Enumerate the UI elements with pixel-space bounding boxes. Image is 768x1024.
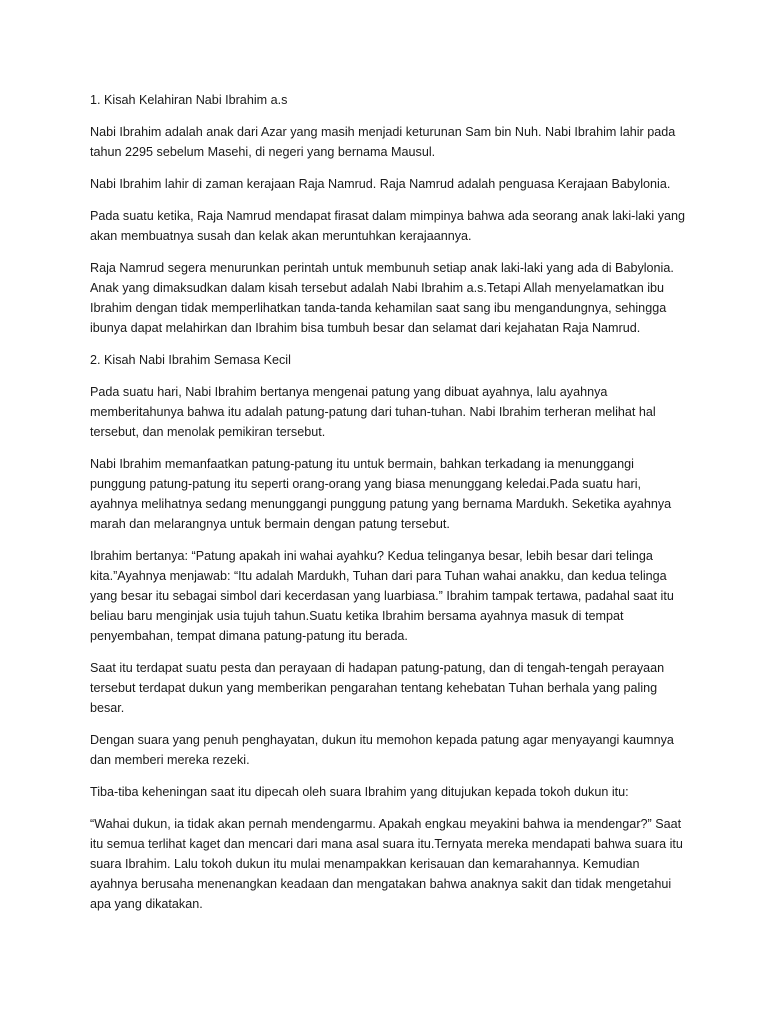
paragraph: Ibrahim bertanya: “Patung apakah ini wahai ayahku? Kedua telinganya besar, lebih besar dari telinga kita.”Ayahnya menjawab: “Itu adalah Mardukh, Tuhan dari para Tuhan wahai anakku, dan kedua telinga yang besar itu sebagai simbol dari kecerdasan yang luarbiasa.” Ibrahim tampak tertawa, padahal saat itu beliau baru menginjak usia tujuh tahun.Suatu ketika Ibrahim bersama ayahnya masuk di tempat penyembahan, tempat dimana patung-patung itu berada. <box>90 549 674 643</box>
paragraph: Tiba-tiba keheningan saat itu dipecah oleh suara Ibrahim yang ditujukan kepada tokoh dukun itu: <box>90 785 629 799</box>
paragraph: Saat itu terdapat suatu pesta dan perayaan di hadapan patung-patung, dan di tengah-tengah perayaan tersebut terdapat dukun yang memberikan pengarahan tentang kehebatan Tuhan berhala yang paling besar. <box>90 661 665 715</box>
paragraph: Nabi Ibrahim lahir di zaman kerajaan Raja Namrud. Raja Namrud adalah penguasa Kerajaan Babylonia. <box>90 177 671 191</box>
paragraph: Pada suatu ketika, Raja Namrud mendapat firasat dalam mimpinya bahwa ada seorang anak laki-laki yang akan membuatnya susah dan kelak akan meruntuhkan kerajaannya. <box>90 209 686 243</box>
paragraph: Nabi Ibrahim adalah anak dari Azar yang masih menjadi keturunan Sam bin Nuh. Nabi Ibrahim lahir pada tahun 2295 sebelum Masehi, di negeri yang bernama Mausul. <box>90 125 676 159</box>
paragraph: Raja Namrud segera menurunkan perintah untuk membunuh setiap anak laki-laki yang ada di Babylonia. Anak yang dimaksudkan dalam kisah tersebut adalah Nabi Ibrahim a.s.Tetapi Allah menyelamatkan ibu Ibrahim dengan tidak memperlihatkan tanda-tanda kehamilan saat sang ibu mengandungnya, sehingga ibunya dapat melahirkan dan Ibrahim bisa tumbuh besar dan selamat dari kejahatan Raja Namrud. <box>90 261 674 335</box>
section-heading-1: 1. Kisah Kelahiran Nabi Ibrahim a.s <box>90 93 288 107</box>
paragraph: “Wahai dukun, ia tidak akan pernah mendengarmu. Apakah engkau meyakini bahwa ia mendengar?” Saat itu semua terlihat kaget dan mencari dari mana asal suara itu.Ternyata mereka mendapati bahwa suara itu suara Ibrahim. Lalu tokoh dukun itu mulai menampakkan kerisauan dan kemarahannya. Kemudian ayahnya berusaha menenangkan keadaan dan mengatakan bahwa anaknya sakit dan tidak mengetahui apa yang dikatakan. <box>90 817 683 911</box>
section-heading-2: 2. Kisah Nabi Ibrahim Semasa Kecil <box>90 353 291 367</box>
paragraph: Nabi Ibrahim memanfaatkan patung-patung itu untuk bermain, bahkan terkadang ia menunggangi punggung patung-patung itu seperti orang-orang yang biasa menunggang keledai.Pada suatu hari, ayahnya melihatnya sedang menunggangi punggung patung yang bernama Mardukh. Seketika ayahnya marah dan melarangnya untuk bermain dengan patung tersebut. <box>90 457 672 531</box>
document-page <box>90 90 690 926</box>
paragraph: Pada suatu hari, Nabi Ibrahim bertanya mengenai patung yang dibuat ayahnya, lalu ayahnya memberitahunya bahwa itu adalah patung-patung dari tuhan-tuhan. Nabi Ibrahim terheran melihat hal tersebut, dan menolak pemikiran tersebut. <box>90 385 656 439</box>
paragraph: Dengan suara yang penuh penghayatan, dukun itu memohon kepada patung agar menyayangi kaumnya dan memberi mereka rezeki. <box>90 733 674 767</box>
